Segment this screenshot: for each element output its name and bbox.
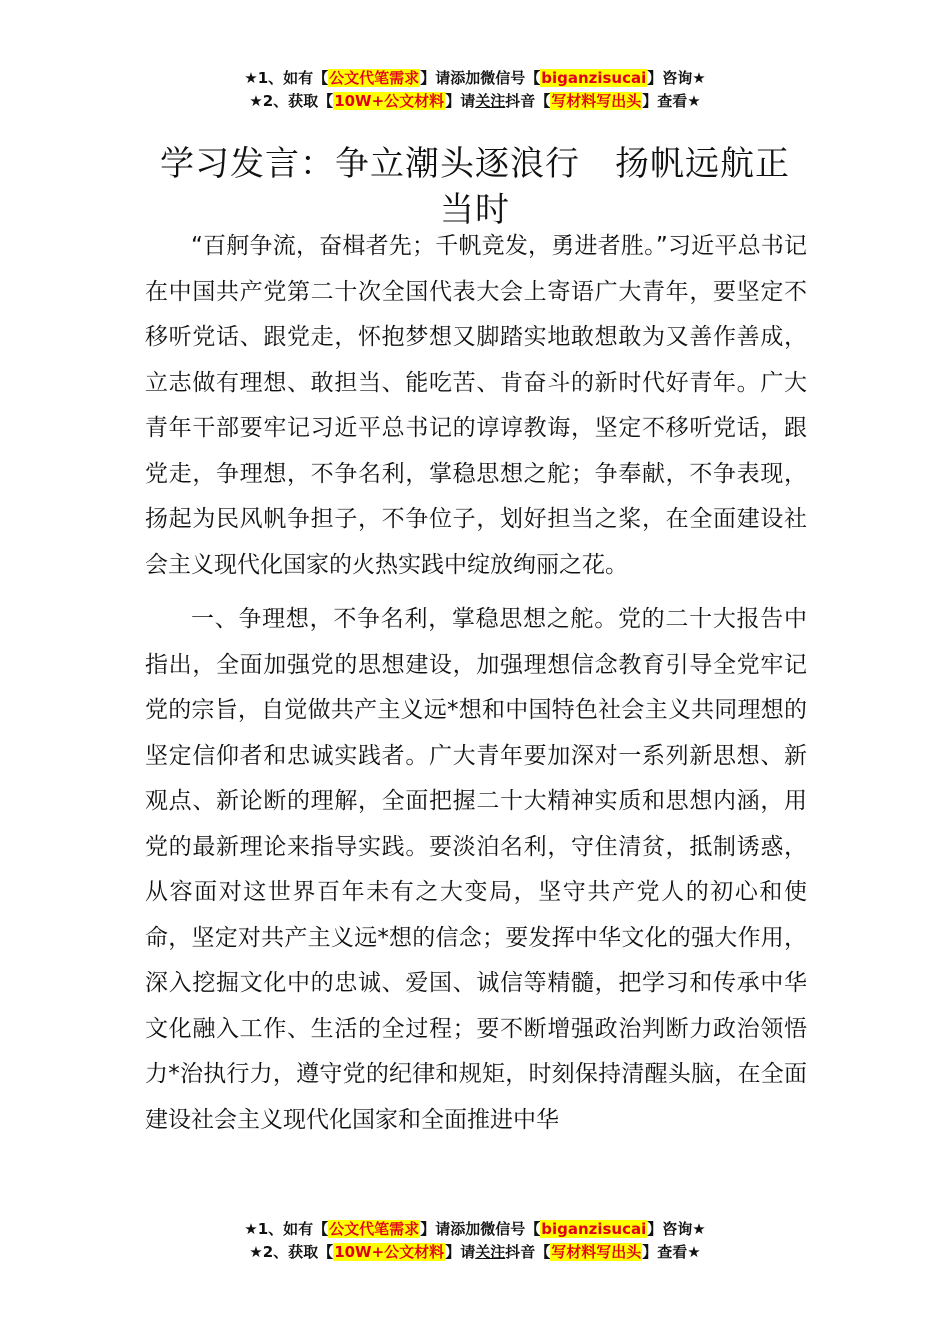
banner-text: 】查看★ — [642, 1243, 701, 1261]
banner-text: 抖音【 — [505, 1243, 551, 1261]
wechat-id-highlight: biganzisucai — [541, 69, 647, 87]
footer-banner — [0, 1218, 950, 1264]
paragraph: 一、争理想，不争名利，掌稳思想之舵。党的二十大报告中指出，全面加强党的思想建设，加强理想信念教育引导全党牢记党的宗旨，自觉做共产主义远*想和中国特色社会主义共同理想的坚定信仰者和忠诚实践者。广大青年要加深对一系列新思想、新观点、新论断的理解，全面把握二十大精神实质和思想内涵，用党的最新理论来指导实践。要淡泊名利，守住清贫，抵制诱惑，从容面对这世界百年未有之大变局，坚守共产党人的初心和使命，坚定对共产主义远*想的信念；要发挥中华文化的强大作用，深入挖掘文化中的忠诚、爱国、诚信等精髓，把学习和传承中华文化融入工作、生活的全过程；要不断增强政治判断力政治领悟力*治执行力，遵守党的纪律和规矩，时刻保持清醒头脑，在全面建设社会主义现代化国家和全面推进中华 — [145, 606, 807, 1133]
wechat-id-highlight: biganzisucai — [541, 1220, 647, 1238]
douyin-highlight: 写材料写出头 — [551, 92, 642, 110]
paragraph: “百舸争流，奋楫者先；千帆竞发，勇进者胜。”习近平总书记在中国共产党第二十次全国代表大会上寄语广大青年，要坚定不移听党话、跟党走，怀抱梦想又脚踏实地敢想敢为又善作善成，立志做有理想、敢担当、能吃苦、肯奋斗的新时代好青年。广大青年干部要牢记习近平总书记的谆谆教诲，坚定不移听党话，跟党走，争理想，不争名利，掌稳思想之舵；争奉献，不争表现，扬起为民风帆争担子，不争位子，划好担当之桨，在全面建设社会主义现代化国家的火热实践中绽放绚丽之花。 — [145, 233, 807, 578]
banner-highlight: 10W+公文材料 — [334, 1243, 445, 1261]
douyin-highlight: 写材料写出头 — [551, 1243, 642, 1261]
banner-text: 】请添加微信号【 — [420, 1220, 541, 1238]
banner-text: 】请 — [445, 1243, 476, 1261]
banner-text: 】咨询★ — [647, 1220, 706, 1238]
banner-text: 】查看★ — [642, 92, 701, 110]
banner-line-2 — [0, 90, 950, 113]
banner-line-2 — [0, 1241, 950, 1264]
banner-line-1 — [0, 67, 950, 90]
banner-text: 】请添加微信号【 — [420, 69, 541, 87]
banner-text: ★1、如有【 — [244, 69, 329, 87]
banner-text: 】请 — [445, 92, 476, 110]
banner-highlight: 公文代笔需求 — [329, 1220, 420, 1238]
banner-text: 】咨询★ — [647, 69, 706, 87]
banner-underline: 关注 — [475, 92, 506, 110]
banner-highlight: 10W+公文材料 — [334, 92, 445, 110]
banner-text: 抖音【 — [505, 92, 551, 110]
banner-text: ★2、获取【 — [249, 92, 334, 110]
header-banner — [0, 67, 950, 113]
banner-text: ★1、如有【 — [244, 1220, 329, 1238]
document-body — [145, 224, 807, 1152]
banner-text: ★2、获取【 — [249, 1243, 334, 1261]
banner-underline: 关注 — [475, 1243, 506, 1261]
banner-line-1 — [0, 1218, 950, 1241]
document-title: 学习发言：争立潮头逐浪行 扬帆远航正当时 — [160, 143, 790, 230]
banner-highlight: 公文代笔需求 — [329, 69, 420, 87]
